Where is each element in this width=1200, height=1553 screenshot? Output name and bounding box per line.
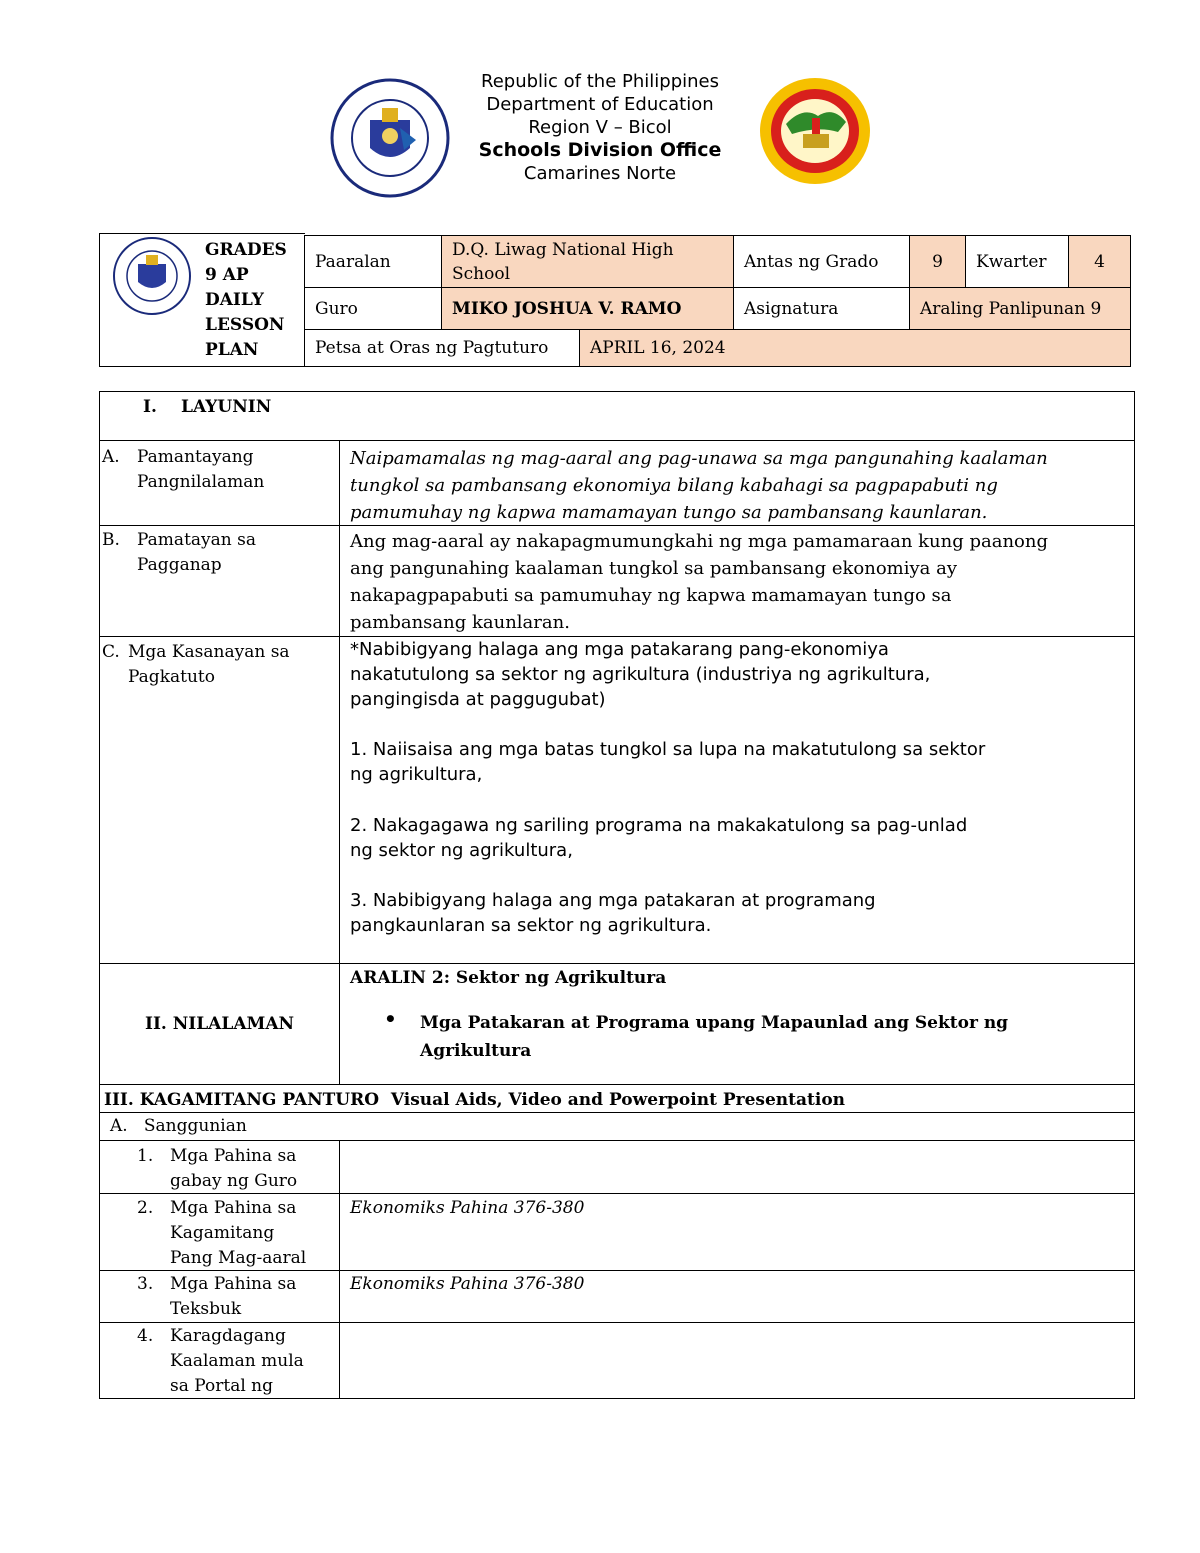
text-line: pangkaunlaran sa sektor ng agrikultura.: [350, 915, 712, 936]
row-a-label: [137, 445, 264, 495]
kasanayan-text: [350, 637, 985, 938]
dlp-title-line: 9 AP: [205, 265, 249, 285]
dlp-title: [205, 238, 287, 363]
asignatura-label: Asignatura: [733, 287, 910, 330]
row-a-label-line: Pamantayang: [137, 447, 254, 467]
letterhead-division: Camarines Norte: [523, 163, 677, 184]
pamantayan-sa-pagganap-text: [350, 528, 1048, 636]
row-a-letter: A.: [102, 447, 120, 467]
text-line: Mga Patakaran at Programa upang Mapaunlad ang Sektor ng: [420, 1013, 1009, 1033]
row-c-label-line: Pagkatuto: [128, 667, 215, 687]
paaralan-label: Paaralan: [304, 235, 442, 288]
text-line: nakapagpapabuti sa pamumuhay ng kapwa mamamayan tungo sa: [350, 585, 952, 606]
ref-row-2-number: 2.: [137, 1198, 154, 1218]
row-c-letter: C.: [102, 642, 120, 662]
dlp-title-line: GRADES: [205, 240, 287, 260]
row-a-label-line: Pangnilalaman: [137, 472, 265, 492]
ref-row-3-number: 3.: [137, 1274, 154, 1294]
letterhead-office: Schools Division Office: [478, 139, 722, 161]
division-seal: [758, 76, 873, 186]
ref-row-2-value: Ekonomiks Pahina 376-380: [350, 1198, 585, 1218]
antas-value: 9: [909, 235, 966, 288]
text-line: ang pangunahing kaalaman tungkol sa pambansang ekonomiya ay: [350, 558, 958, 579]
petsa-value: APRIL 16, 2024: [579, 329, 1131, 367]
text-line: Naipamamalas ng mag-aaral ang pag-unawa sa mga pangunahing kaalaman: [350, 448, 1048, 469]
sanggunian-label: A. Sanggunian: [110, 1116, 247, 1136]
kwarter-label: Kwarter: [965, 235, 1069, 288]
layunin-number: I.: [143, 397, 157, 417]
kagamitan-heading: III. KAGAMITANG PANTURO Visual Aids, Video and Powerpoint Presentation: [104, 1090, 846, 1110]
nilalaman-topic: [420, 1009, 1008, 1065]
text-line: nakatutulong sa sektor ng agrikultura (industriya ng agrikultura,: [350, 664, 931, 685]
dlp-title-line: LESSON: [205, 315, 285, 335]
text-line: Teksbuk: [170, 1299, 242, 1319]
row-b-label-line: Pamatayan sa: [137, 530, 256, 550]
paaralan-value: [441, 235, 734, 288]
ref-row-1-number: 1.: [137, 1146, 154, 1166]
row-b-label: [137, 528, 256, 578]
aralin-title: ARALIN 2: Sektor ng Agrikultura: [350, 968, 667, 988]
deped-seal-small: [110, 236, 194, 316]
text-line: Ang mag-aaral ay nakapagmumungkahi ng mga pamamaraan kung paanong: [350, 531, 1049, 552]
letterhead: [400, 70, 800, 185]
text-line: pamumuhay ng kapwa mamamayan tungo sa pambansang kaunlaran.: [350, 502, 988, 523]
text-line: Pang Mag-aaral: [170, 1248, 307, 1268]
bullet-icon: •: [384, 1007, 397, 1031]
ref-row-4-label: [170, 1324, 304, 1399]
ref-row-1-label: [170, 1144, 297, 1194]
text-line: tungkol sa pambansang ekonomiya bilang kabahagi sa pagpapabuti ng: [350, 475, 998, 496]
text-line: Karagdagang: [170, 1326, 286, 1346]
guro-value: MIKO JOSHUA V. RAMO: [441, 287, 734, 330]
text-line: 1. Naiisaisa ang mga batas tungkol sa lupa na makatutulong sa sektor: [350, 739, 986, 760]
petsa-label: Petsa at Oras ng Pagtuturo: [304, 329, 580, 367]
text-line: gabay ng Guro: [170, 1171, 298, 1191]
layunin-heading: LAYUNIN: [181, 397, 272, 417]
asignatura-value: Araling Panlipunan 9: [909, 287, 1131, 330]
text-line: *Nabibigyang halaga ang mga patakarang pang-ekonomiya: [350, 639, 889, 660]
kwarter-value: 4: [1068, 235, 1131, 288]
text-line: pangingisda at paggugubat): [350, 689, 606, 710]
text-line: Kagamitang: [170, 1223, 275, 1243]
text-line: Mga Pahina sa: [170, 1146, 297, 1166]
row-b-label-line: Pagganap: [137, 555, 222, 575]
text-line: pambansang kaunlaran.: [350, 612, 570, 633]
row-c-label: [128, 640, 290, 690]
text-line: sa Portal ng: [170, 1376, 274, 1396]
row-b-letter: B.: [102, 530, 120, 550]
letterhead-region: Region V – Bicol: [528, 117, 672, 138]
dlp-title-line: PLAN: [205, 340, 259, 360]
text-line: ng agrikultura,: [350, 764, 483, 785]
pamantayang-pangnilalaman-text: [350, 445, 1048, 526]
antas-label: Antas ng Grado: [733, 235, 910, 288]
text-line: Agrikultura: [420, 1041, 532, 1061]
ref-row-3-value: Ekonomiks Pahina 376-380: [350, 1274, 585, 1294]
text-line: Kaalaman mula: [170, 1351, 304, 1371]
ref-row-4-number: 4.: [137, 1326, 154, 1346]
text-line: Mga Pahina sa: [170, 1198, 297, 1218]
letterhead-department: Department of Education: [486, 94, 714, 115]
text-line: ng sektor ng agrikultura,: [350, 840, 573, 861]
letterhead-republic: Republic of the Philippines: [481, 71, 719, 92]
paaralan-value-line: D.Q. Liwag National High: [452, 240, 674, 260]
text-line: Mga Pahina sa: [170, 1274, 297, 1294]
text-line: 2. Nakagagawa ng sariling programa na makakatulong sa pag-unlad: [350, 815, 968, 836]
row-c-label-line: Mga Kasanayan sa: [128, 642, 290, 662]
text-line: 3. Nabibigyang halaga ang mga patakaran at programang: [350, 890, 876, 911]
paaralan-value-line: School: [452, 264, 511, 284]
guro-label: Guro: [304, 287, 442, 330]
nilalaman-heading: II. NILALAMAN: [145, 1014, 295, 1034]
ref-row-3-label: [170, 1272, 296, 1322]
dlp-title-line: DAILY: [205, 290, 264, 310]
ref-row-2-label: [170, 1196, 306, 1271]
